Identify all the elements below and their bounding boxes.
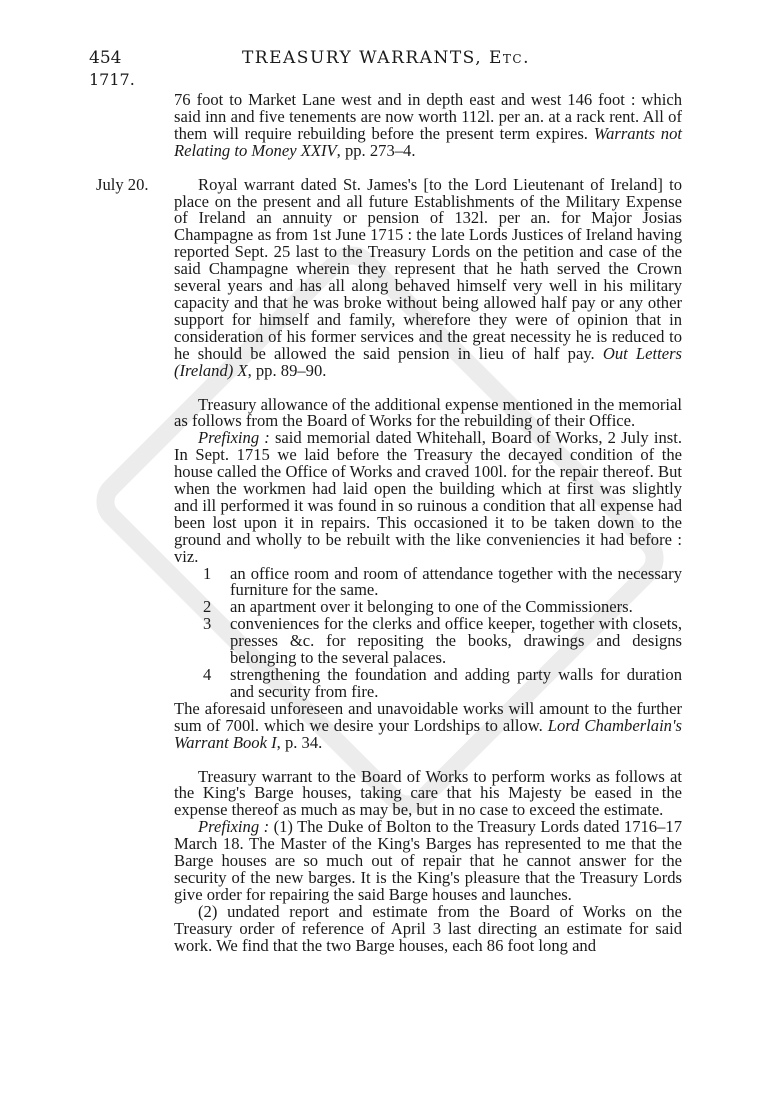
- champagne-entry: [96, 174, 682, 380]
- entry-date: July 20.: [96, 174, 149, 194]
- works-list: [174, 563, 682, 701]
- office-closing: The aforesaid unforeseen and unavoidable works will amount to the further sum of 700l. which we desire your Lordships to allow. Lord Chamberlain's Warrant Book I, p. 34.: [174, 698, 682, 752]
- champagne-reference: Out Letters (Ireland) X: [174, 343, 682, 380]
- barge-prefix-label: Prefixing :: [198, 817, 270, 837]
- running-header: [0, 48, 772, 68]
- office-prefix-label: Prefixing :: [198, 428, 270, 448]
- barge-report: (2) undated report and estimate from the Board of Works on the Treasury order of reference of April 3 last directing an estimate for said work. We find that the two Barge houses, each 86 foot long and: [174, 901, 682, 955]
- office-reference: Lord Chamberlain's Warrant Book I: [174, 715, 682, 752]
- works-list-item: 1 an office room and room of attendance together with the necessary furniture for the same.: [203, 563, 682, 600]
- continuation-paragraph: 76 foot to Market Lane west and in depth east and west 146 foot : which said inn and five tenements are now worth 112l. per an. at a rack rent. All of them will require rebuilding before the present term expires. Warrants not Relating to Money XXIV, pp. 273–4.: [174, 90, 682, 160]
- office-prefix: Prefixing : said memorial dated Whitehall, Board of Works, 2 July inst. In Sept. 1715 we laid before the Treasury the decayed condition of the house called the Office of Works and craved 100l. for the repair thereof. But when the workmen had laid open the building which at first was slightly and ill performed it was found in so ruinous a condition that all expense had been lost upon it in repairs. This occasioned it to be taken down to the ground and wholly to be rebuilt with the like conveniencies it had before : viz.: [174, 428, 682, 566]
- office-of-works-entry: [174, 394, 682, 752]
- office-intro: Treasury allowance of the additional expense mentioned in the memorial as follows from the Board of Works for the rebuilding of their Office.: [174, 394, 682, 431]
- header-title-text: TREASURY WARRANTS,: [241, 48, 483, 68]
- barge-prefix: Prefixing : (1) The Duke of Bolton to the Treasury Lords dated 1716–17 March 18. The Master of the King's Barges has represented to me that the Barge houses are so much out of repair that he cannot answer for the security of the new barges. It is the King's pleasure that the Treasury Lords give order for repairing the said Barge houses and launches.: [174, 817, 682, 904]
- main-text: [96, 90, 682, 955]
- barge-intro: Treasury warrant to the Board of Works to perform works as follows at the King's Barge houses, taking care that his Majesty be eased in the expense thereof as much as may be, but in no case to exceed the estimate.: [174, 766, 682, 820]
- page-number: 454: [89, 48, 122, 68]
- works-list-item: 4 strengthening the foundation and adding party walls for duration and security from fire.: [203, 665, 682, 701]
- works-list-item: 2 an apartment over it belonging to one of the Commissioners.: [203, 597, 633, 617]
- header-title-etc: Etc.: [489, 48, 531, 68]
- barge-houses-entry: [174, 766, 682, 955]
- champagne-paragraph: Royal warrant dated St. James's [to the Lord Lieutenant of Ireland] to place on the present and all future Establishments of the Military Expense of Ireland an annuity or pension of 132l. per an. for Major Josias Champagne as from 1st June 1715 : the late Lords Justices of Ireland having reported Sept. 25 last to the Treasury Lords on the petition and case of the said Champagne wherein they represent that he hath served the Crown several years and has all along behaved himself very well in his military capacity and that he was broke without being allowed half pay or any other support for himself and family, wherefore they were of opinion that in consideration of his former services and the great necessity he is reduced to he should be allowed the said pension in lieu of half pay. Out Letters (Ireland) X, pp. 89–90.: [174, 174, 682, 380]
- continuation-reference: Warrants not Relating to Money XXIV: [174, 123, 682, 160]
- header-year: 1717.: [89, 70, 135, 89]
- works-list-item: 3 conveniences for the clerks and office keeper, together with closets, presses &c. for repositing the books, drawings and designs belonging to the several palaces.: [203, 614, 682, 668]
